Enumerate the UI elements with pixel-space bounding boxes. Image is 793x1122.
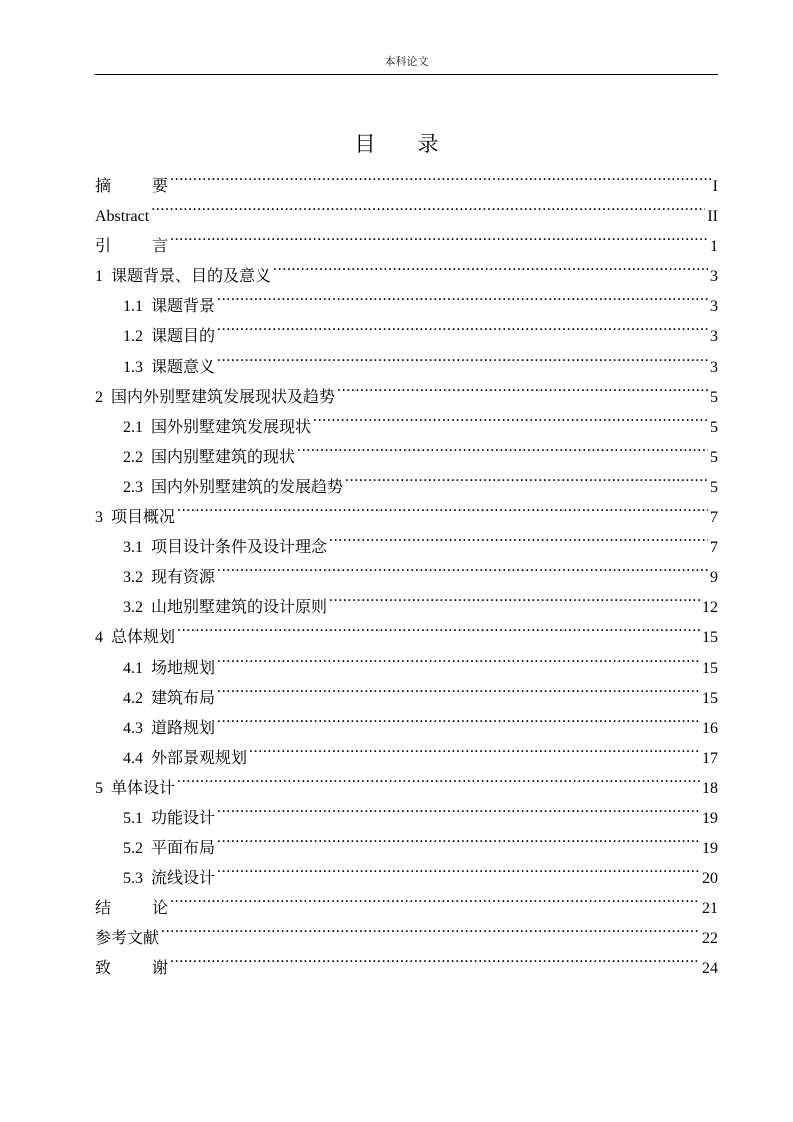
toc-dot-leader	[217, 823, 700, 853]
toc-entry-label: 项目概况	[111, 509, 176, 527]
toc-dot-leader	[170, 883, 700, 913]
toc-entry-number: 1	[95, 268, 103, 286]
toc-dot-leader	[217, 342, 708, 372]
toc-entry-number: 1.1	[123, 298, 143, 316]
toc-entry-number: 3.2	[123, 599, 143, 617]
toc-entry-label: 平面布局	[151, 840, 216, 858]
toc-entry-label: 单体设计	[111, 779, 176, 797]
toc-dot-leader	[177, 763, 700, 793]
toc-entry-page: 9	[710, 569, 718, 587]
toc-title-char-1: 目	[354, 132, 376, 156]
toc-entry-number: 4.3	[123, 719, 143, 737]
toc-dot-leader	[217, 643, 700, 673]
table-of-contents	[95, 161, 718, 978]
toc-entry-label: 建筑布局	[151, 689, 216, 707]
toc-entry[interactable]	[95, 883, 718, 918]
toc-entry-number: 3.2	[123, 569, 143, 587]
toc-entry-label: 国外别墅建筑发展现状	[151, 418, 312, 436]
toc-entry-label: 课题背景	[151, 298, 216, 316]
toc-entry-label: 课题背景、目的及意义	[111, 268, 272, 286]
toc-entry-page: 15	[702, 629, 718, 647]
toc-entry-number: 3	[95, 509, 103, 527]
toc-entry-number: 4.4	[123, 749, 143, 767]
toc-entry-page: 5	[710, 388, 718, 406]
toc-entry-number: 4	[95, 629, 103, 647]
toc-entry-label: 总体规划	[111, 629, 176, 647]
toc-entry-label-part: 结	[95, 900, 112, 918]
toc-entry-number: 2.3	[123, 478, 143, 496]
toc-entry-number: 4.1	[123, 659, 143, 677]
toc-dot-leader	[249, 733, 700, 763]
toc-dot-leader	[170, 161, 711, 191]
toc-entry-label	[95, 232, 168, 262]
toc-dot-leader	[273, 251, 708, 281]
toc-entry-page: 17	[702, 749, 718, 767]
toc-entry-label: 国内外别墅建筑的发展趋势	[151, 478, 344, 496]
toc-entry-label: 课题目的	[151, 328, 216, 346]
toc-dot-leader	[329, 582, 700, 612]
toc-entry-label: 课题意义	[151, 358, 216, 376]
toc-entry[interactable]	[95, 161, 718, 195]
toc-dot-leader	[217, 311, 708, 341]
toc-entry-number: 1.3	[123, 358, 143, 376]
toc-entry-label-part: 引	[95, 238, 112, 256]
toc-entry-page: 7	[710, 509, 718, 527]
toc-entry-page: 5	[710, 448, 718, 466]
toc-entry-page: 5	[710, 418, 718, 436]
toc-dot-leader	[297, 432, 708, 462]
toc-title-char-2: 录	[417, 132, 439, 156]
toc-dot-leader	[345, 462, 708, 492]
toc-dot-leader	[217, 793, 700, 823]
toc-dot-leader	[177, 492, 708, 522]
toc-entry-number: 2.1	[123, 418, 143, 436]
toc-dot-leader	[217, 703, 700, 733]
toc-dot-leader	[217, 552, 708, 582]
toc-entry-number: 5.3	[123, 870, 143, 888]
toc-entry-page: I	[712, 178, 718, 195]
toc-entry[interactable]	[95, 251, 718, 286]
toc-entry-label: 参考文献	[95, 930, 160, 948]
toc-dot-leader	[170, 943, 700, 973]
toc-entry-page: 3	[710, 298, 718, 316]
toc-entry-number: 5	[95, 779, 103, 797]
toc-entry-number: 2	[95, 388, 103, 406]
toc-entry-label-part: 摘	[95, 178, 112, 195]
toc-entry[interactable]	[95, 522, 718, 557]
toc-entry-number: 3.1	[123, 539, 143, 557]
toc-entry-label	[95, 954, 168, 984]
toc-entry-page: 15	[702, 689, 718, 707]
toc-entry-page: 15	[702, 659, 718, 677]
toc-dot-leader	[217, 673, 700, 703]
toc-entry-page: 1	[710, 238, 718, 256]
toc-entry-number: 4.2	[123, 689, 143, 707]
toc-entry-label	[95, 894, 168, 924]
toc-entry[interactable]	[95, 612, 718, 647]
toc-entry-label: 国内外别墅建筑发展现状及趋势	[111, 388, 336, 406]
toc-entry[interactable]	[95, 763, 718, 797]
toc-entry-page: 3	[710, 358, 718, 376]
toc-entry-page: 18	[702, 779, 718, 797]
toc-entry-page: 16	[702, 719, 718, 737]
toc-entry[interactable]	[95, 492, 718, 527]
toc-entry-label-part: 谢	[152, 960, 169, 978]
toc-entry-page: 21	[702, 900, 718, 918]
toc-entry-number: 5.2	[123, 840, 143, 858]
toc-entry-label: 项目设计条件及设计理念	[151, 539, 328, 557]
toc-entry-page: 3	[710, 328, 718, 346]
toc-dot-leader	[170, 221, 708, 251]
toc-entry-page: 19	[702, 840, 718, 858]
toc-entry-page: 22	[702, 930, 718, 948]
toc-dot-leader	[337, 372, 708, 402]
toc-entry-label: 国内别墅建筑的现状	[151, 448, 296, 466]
toc-entry-page: 7	[710, 539, 718, 557]
toc-entry-label: 功能设计	[151, 809, 216, 827]
toc-dot-leader	[161, 913, 700, 943]
page-header: 本科论文	[95, 55, 718, 75]
toc-entry[interactable]	[95, 191, 718, 226]
toc-entry-page: II	[707, 208, 718, 226]
toc-entry[interactable]	[95, 793, 718, 827]
toc-entry-label: 山地别墅建筑的设计原则	[151, 599, 328, 617]
toc-entry[interactable]	[95, 643, 718, 677]
toc-dot-leader	[313, 402, 708, 432]
toc-entry-label: 外部景观规划	[151, 749, 248, 767]
toc-entry-label: 现有资源	[151, 569, 216, 587]
toc-entry[interactable]	[95, 913, 718, 948]
toc-dot-leader	[217, 853, 700, 883]
toc-entry[interactable]	[95, 943, 718, 978]
toc-entry-page: 12	[702, 599, 718, 617]
toc-entry-label-part: 要	[152, 178, 169, 195]
toc-dot-leader	[217, 281, 708, 311]
toc-entry-label-part: 言	[152, 238, 169, 256]
toc-entry-label: 流线设计	[151, 870, 216, 888]
toc-entry-label: 道路规划	[151, 719, 216, 737]
toc-dot-leader	[329, 522, 708, 552]
toc-entry-number: 5.1	[123, 809, 143, 827]
toc-title	[0, 130, 793, 158]
toc-dot-leader	[151, 191, 705, 221]
toc-entry-label-part: 论	[152, 900, 169, 918]
toc-entry-label-part: 致	[95, 960, 112, 978]
toc-entry-page: 3	[710, 268, 718, 286]
toc-entry[interactable]	[95, 221, 718, 256]
toc-dot-leader	[177, 612, 700, 642]
toc-entry-label: 场地规划	[151, 659, 216, 677]
toc-entry-number: 1.2	[123, 328, 143, 346]
toc-entry-page: 20	[702, 870, 718, 888]
toc-entry-page: 24	[702, 960, 718, 978]
toc-entry-number: 2.2	[123, 448, 143, 466]
toc-entry-label: Abstract	[95, 208, 150, 226]
toc-entry-page: 19	[702, 809, 718, 827]
toc-entry-page: 5	[710, 478, 718, 496]
